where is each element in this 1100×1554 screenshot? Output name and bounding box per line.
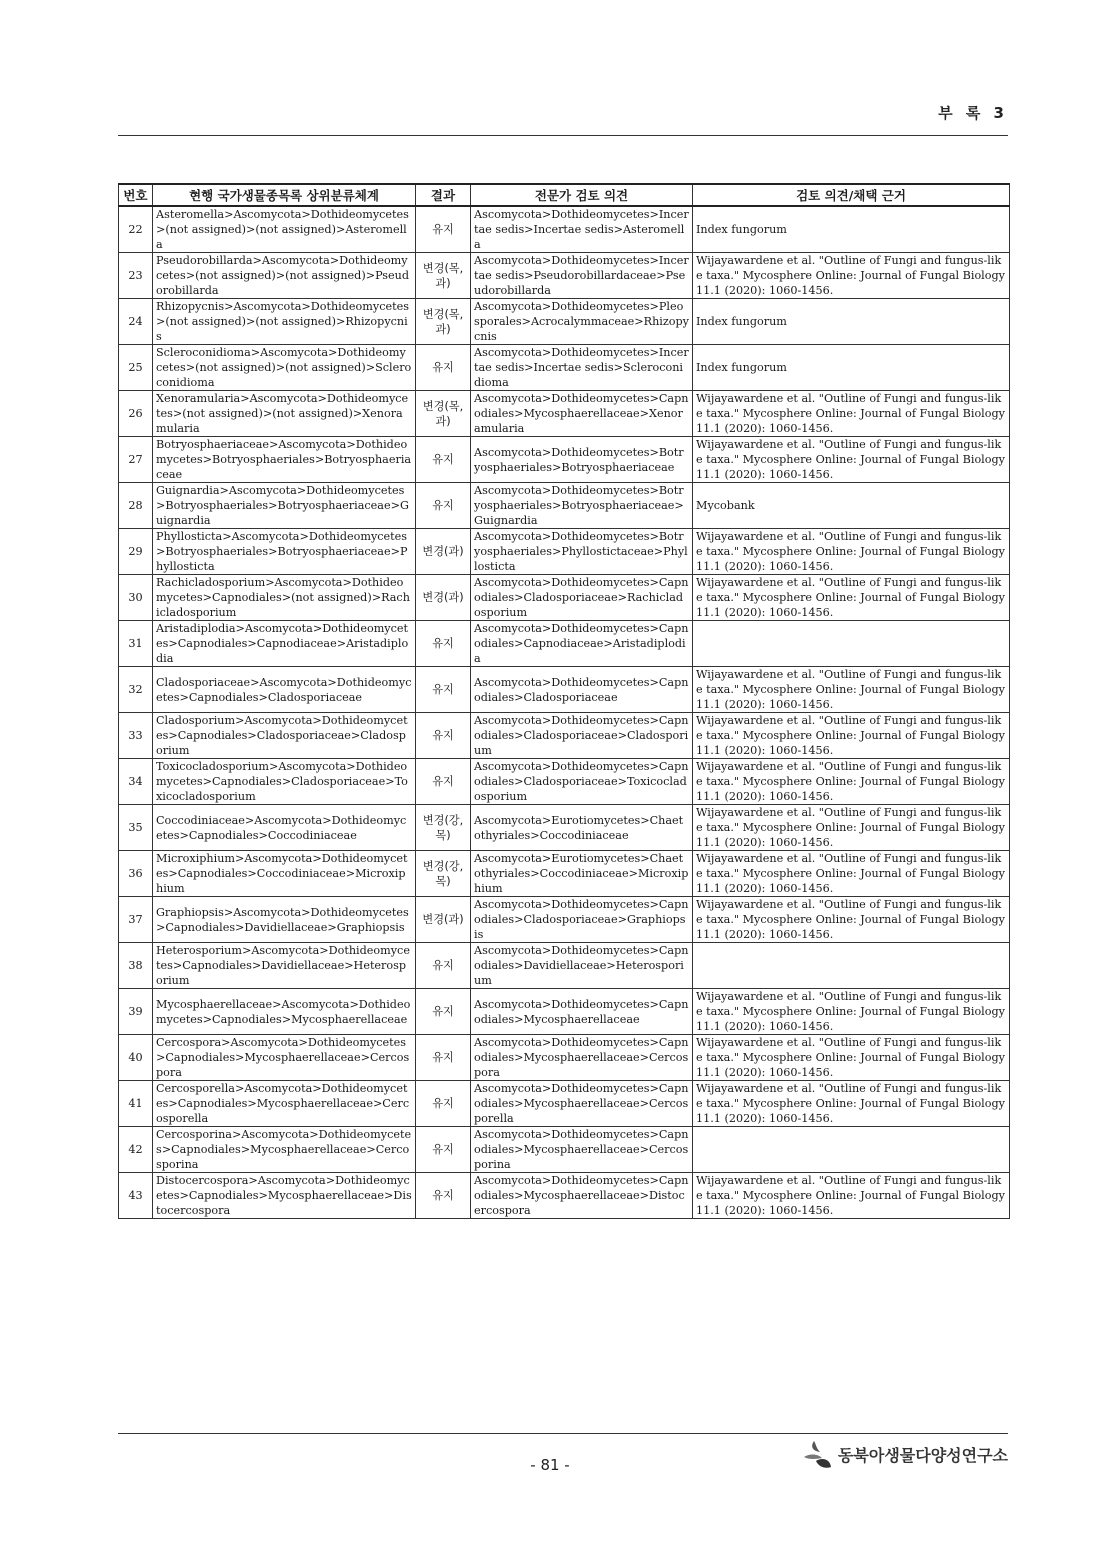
expert-opinion: Ascomycota>Dothideomycetes>Capnodiales>Cladosporiaceae>Cladosporium [471,713,693,759]
row-number: 29 [119,529,153,575]
review-basis: Wijayawardene et al. "Outline of Fungi and fungus-like taxa." Mycosphere Online: Journal of Fungal Biology 11.1 (2020): 1060-1456. [693,805,1010,851]
review-basis: Wijayawardene et al. "Outline of Fungi and fungus-like taxa." Mycosphere Online: Journal of Fungal Biology 11.1 (2020): 1060-1456. [693,1081,1010,1127]
table-row [119,483,1010,529]
review-basis: Index fungorum [693,299,1010,345]
current-classification: Asteromella>Ascomycota>Dothideomycetes>(not assigned)>(not assigned)>Asteromella [153,206,416,253]
current-classification: Xenoramularia>Ascomycota>Dothideomycetes>(not assigned)>(not assigned)>Xenoramularia [153,391,416,437]
row-number: 40 [119,1035,153,1081]
row-number: 32 [119,667,153,713]
expert-opinion: Ascomycota>Dothideomycetes>Botryosphaeriales>Phyllostictaceae>Phyllosticta [471,529,693,575]
table-row [119,851,1010,897]
expert-opinion: Ascomycota>Dothideomycetes>Capnodiales>Davidiellaceae>Heterosporium [471,943,693,989]
current-classification: Cladosporium>Ascomycota>Dothideomycetes>Capnodiales>Cladosporiaceae>Cladosporium [153,713,416,759]
row-number: 26 [119,391,153,437]
table-row [119,575,1010,621]
table-row [119,529,1010,575]
table-body [119,206,1010,1219]
current-classification: Cercosporella>Ascomycota>Dothideomycetes>Capnodiales>Mycosphaerellaceae>Cercosporella [153,1081,416,1127]
review-result: 변경(목, 과) [416,391,471,437]
institute-logo [800,1436,1008,1472]
review-basis: Mycobank [693,483,1010,529]
current-classification: Graphiopsis>Ascomycota>Dothideomycetes>Capnodiales>Davidiellaceae>Graphiopsis [153,897,416,943]
table-row [119,1173,1010,1219]
current-classification: Heterosporium>Ascomycota>Dothideomycetes>Capnodiales>Davidiellaceae>Heterosporium [153,943,416,989]
table-row [119,989,1010,1035]
current-classification: Cladosporiaceae>Ascomycota>Dothideomycetes>Capnodiales>Cladosporiaceae [153,667,416,713]
expert-opinion: Ascomycota>Dothideomycetes>Capnodiales>Cladosporiaceae>Toxicocladosporium [471,759,693,805]
current-classification: Scleroconidioma>Ascomycota>Dothideomycetes>(not assigned)>(not assigned)>Scleroconidioma [153,345,416,391]
review-result: 유지 [416,1081,471,1127]
review-result: 유지 [416,206,471,253]
row-number: 42 [119,1127,153,1173]
current-classification: Toxicocladosporium>Ascomycota>Dothideomycetes>Capnodiales>Cladosporiaceae>Toxicocladosporium [153,759,416,805]
table-row [119,345,1010,391]
expert-opinion: Ascomycota>Dothideomycetes>Botryosphaeriales>Botryosphaeriaceae>Guignardia [471,483,693,529]
expert-opinion: Ascomycota>Dothideomycetes>Botryosphaeriales>Botryosphaeriaceae [471,437,693,483]
table-row [119,759,1010,805]
expert-opinion: Ascomycota>Dothideomycetes>Incertae sedis>Incertae sedis>Asteromella [471,206,693,253]
review-basis: Wijayawardene et al. "Outline of Fungi and fungus-like taxa." Mycosphere Online: Journal of Fungal Biology 11.1 (2020): 1060-1456. [693,851,1010,897]
table-row [119,621,1010,667]
current-classification: Botryosphaeriaceae>Ascomycota>Dothideomycetes>Botryosphaeriales>Botryosphaeriaceae [153,437,416,483]
review-result: 유지 [416,989,471,1035]
table-row [119,437,1010,483]
review-result: 유지 [416,437,471,483]
review-basis: Wijayawardene et al. "Outline of Fungi and fungus-like taxa." Mycosphere Online: Journal of Fungal Biology 11.1 (2020): 1060-1456. [693,437,1010,483]
review-result: 유지 [416,1173,471,1219]
review-basis: Wijayawardene et al. "Outline of Fungi and fungus-like taxa." Mycosphere Online: Journal of Fungal Biology 11.1 (2020): 1060-1456. [693,1173,1010,1219]
row-number: 27 [119,437,153,483]
current-classification: Cercospora>Ascomycota>Dothideomycetes>Capnodiales>Mycosphaerellaceae>Cercospora [153,1035,416,1081]
table-row [119,897,1010,943]
table-row [119,299,1010,345]
review-result: 유지 [416,759,471,805]
expert-opinion: Ascomycota>Dothideomycetes>Capnodiales>Cladosporiaceae [471,667,693,713]
appendix-label: 부 록 3 [938,104,1008,122]
table-row [119,1081,1010,1127]
header-expert-opinion: 전문가 검토 의견 [471,184,693,206]
row-number: 34 [119,759,153,805]
header-current-classification: 현행 국가생물종목록 상위분류체계 [153,184,416,206]
current-classification: Mycosphaerellaceae>Ascomycota>Dothideomycetes>Capnodiales>Mycosphaerellaceae [153,989,416,1035]
review-result: 변경(과) [416,897,471,943]
review-basis: Wijayawardene et al. "Outline of Fungi and fungus-like taxa." Mycosphere Online: Journal of Fungal Biology 11.1 (2020): 1060-1456. [693,1035,1010,1081]
review-basis: Wijayawardene et al. "Outline of Fungi and fungus-like taxa." Mycosphere Online: Journal of Fungal Biology 11.1 (2020): 1060-1456. [693,575,1010,621]
table-row [119,391,1010,437]
table-row [119,713,1010,759]
institute-leaf-icon [800,1437,834,1471]
expert-opinion: Ascomycota>Dothideomycetes>Capnodiales>Mycosphaerellaceae>Distocercospora [471,1173,693,1219]
review-basis: Wijayawardene et al. "Outline of Fungi and fungus-like taxa." Mycosphere Online: Journal of Fungal Biology 11.1 (2020): 1060-1456. [693,391,1010,437]
table-row [119,206,1010,253]
review-basis: Wijayawardene et al. "Outline of Fungi and fungus-like taxa." Mycosphere Online: Journal of Fungal Biology 11.1 (2020): 1060-1456. [693,667,1010,713]
current-classification: Phyllosticta>Ascomycota>Dothideomycetes>Botryosphaeriales>Botryosphaeriaceae>Phyllosticta [153,529,416,575]
row-number: 28 [119,483,153,529]
review-result: 변경(강, 목) [416,851,471,897]
review-result: 유지 [416,345,471,391]
current-classification: Cercosporina>Ascomycota>Dothideomycetes>Capnodiales>Mycosphaerellaceae>Cercosporina [153,1127,416,1173]
review-basis: Wijayawardene et al. "Outline of Fungi and fungus-like taxa." Mycosphere Online: Journal of Fungal Biology 11.1 (2020): 1060-1456. [693,529,1010,575]
row-number: 24 [119,299,153,345]
review-basis: Wijayawardene et al. "Outline of Fungi and fungus-like taxa." Mycosphere Online: Journal of Fungal Biology 11.1 (2020): 1060-1456. [693,897,1010,943]
row-number: 23 [119,253,153,299]
current-classification: Pseudorobillarda>Ascomycota>Dothideomycetes>(not assigned)>(not assigned)>Pseudorobillarda [153,253,416,299]
review-basis [693,1127,1010,1173]
review-result: 유지 [416,667,471,713]
expert-opinion: Ascomycota>Dothideomycetes>Capnodiales>Cladosporiaceae>Graphiopsis [471,897,693,943]
expert-opinion: Ascomycota>Dothideomycetes>Capnodiales>Mycosphaerellaceae>Xenoramularia [471,391,693,437]
review-basis: Wijayawardene et al. "Outline of Fungi and fungus-like taxa." Mycosphere Online: Journal of Fungal Biology 11.1 (2020): 1060-1456. [693,989,1010,1035]
review-result: 유지 [416,621,471,667]
institute-name: 동북아생물다양성연구소 [837,1445,1008,1465]
taxonomy-review-table [118,183,1010,1219]
review-result: 유지 [416,483,471,529]
review-result: 변경(목, 과) [416,299,471,345]
current-classification: Microxiphium>Ascomycota>Dothideomycetes>Capnodiales>Coccodiniaceae>Microxiphium [153,851,416,897]
table-row [119,667,1010,713]
table-row [119,805,1010,851]
review-result: 유지 [416,713,471,759]
table-header-row [119,184,1010,206]
row-number: 30 [119,575,153,621]
expert-opinion: Ascomycota>Eurotiomycetes>Chaetothyriales>Coccodiniaceae [471,805,693,851]
expert-opinion: Ascomycota>Dothideomycetes>Capnodiales>Mycosphaerellaceae>Cercosporella [471,1081,693,1127]
current-classification: Rhizopycnis>Ascomycota>Dothideomycetes>(not assigned)>(not assigned)>Rhizopycnis [153,299,416,345]
review-result: 유지 [416,943,471,989]
review-result: 유지 [416,1127,471,1173]
review-basis [693,943,1010,989]
row-number: 33 [119,713,153,759]
table-row [119,943,1010,989]
expert-opinion: Ascomycota>Dothideomycetes>Incertae sedis>Pseudorobillardaceae>Pseudorobillarda [471,253,693,299]
header-basis: 검토 의견/채택 근거 [693,184,1010,206]
review-basis: Wijayawardene et al. "Outline of Fungi and fungus-like taxa." Mycosphere Online: Journal of Fungal Biology 11.1 (2020): 1060-1456. [693,759,1010,805]
expert-opinion: Ascomycota>Eurotiomycetes>Chaetothyriales>Coccodiniaceae>Microxiphium [471,851,693,897]
row-number: 31 [119,621,153,667]
review-basis: Index fungorum [693,206,1010,253]
review-result: 변경(강, 목) [416,805,471,851]
current-classification: Distocercospora>Ascomycota>Dothideomycetes>Capnodiales>Mycosphaerellaceae>Distocercospora [153,1173,416,1219]
review-result: 변경(과) [416,575,471,621]
expert-opinion: Ascomycota>Dothideomycetes>Capnodiales>Mycosphaerellaceae>Cercosporina [471,1127,693,1173]
row-number: 43 [119,1173,153,1219]
row-number: 38 [119,943,153,989]
review-basis: Wijayawardene et al. "Outline of Fungi and fungus-like taxa." Mycosphere Online: Journal of Fungal Biology 11.1 (2020): 1060-1456. [693,713,1010,759]
row-number: 36 [119,851,153,897]
row-number: 25 [119,345,153,391]
header-rule [118,135,1008,136]
current-classification: Aristadiplodia>Ascomycota>Dothideomycetes>Capnodiales>Capnodiaceae>Aristadiplodia [153,621,416,667]
table-row [119,1035,1010,1081]
header-num: 번호 [119,184,153,206]
expert-opinion: Ascomycota>Dothideomycetes>Capnodiales>Cladosporiaceae>Rachicladosporium [471,575,693,621]
row-number: 41 [119,1081,153,1127]
expert-opinion: Ascomycota>Dothideomycetes>Capnodiales>Mycosphaerellaceae [471,989,693,1035]
page-number: - 81 - [530,1456,570,1474]
header-result: 결과 [416,184,471,206]
expert-opinion: Ascomycota>Dothideomycetes>Capnodiales>Mycosphaerellaceae>Cercospora [471,1035,693,1081]
row-number: 35 [119,805,153,851]
current-classification: Guignardia>Ascomycota>Dothideomycetes>Botryosphaeriales>Botryosphaeriaceae>Guignardia [153,483,416,529]
expert-opinion: Ascomycota>Dothideomycetes>Incertae sedis>Incertae sedis>Scleroconidioma [471,345,693,391]
expert-opinion: Ascomycota>Dothideomycetes>Pleosporales>Acrocalymmaceae>Rhizopycnis [471,299,693,345]
row-number: 39 [119,989,153,1035]
current-classification: Coccodiniaceae>Ascomycota>Dothideomycetes>Capnodiales>Coccodiniaceae [153,805,416,851]
review-basis: Wijayawardene et al. "Outline of Fungi and fungus-like taxa." Mycosphere Online: Journal of Fungal Biology 11.1 (2020): 1060-1456. [693,253,1010,299]
review-result: 변경(목, 과) [416,253,471,299]
footer-rule [118,1433,1008,1434]
row-number: 22 [119,206,153,253]
table-row [119,1127,1010,1173]
current-classification: Rachicladosporium>Ascomycota>Dothideomycetes>Capnodiales>(not assigned)>Rachicladosporium [153,575,416,621]
review-result: 유지 [416,1035,471,1081]
table-row [119,253,1010,299]
review-result: 변경(과) [416,529,471,575]
review-basis: Index fungorum [693,345,1010,391]
expert-opinion: Ascomycota>Dothideomycetes>Capnodiales>Capnodiaceae>Aristadiplodia [471,621,693,667]
review-basis [693,621,1010,667]
row-number: 37 [119,897,153,943]
